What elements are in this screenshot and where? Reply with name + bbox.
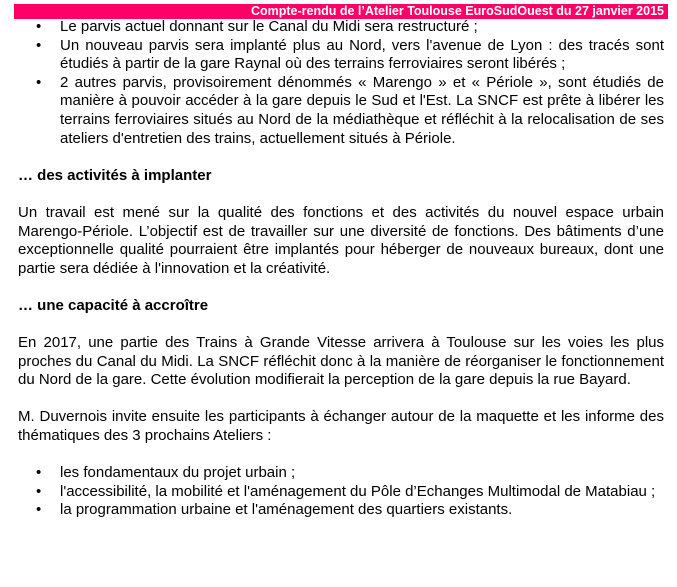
bullet-icon: • [36,18,42,35]
bullet-icon: • [36,464,42,482]
document-header: Compte-rendu de l’Atelier Toulouse EuroSudOuest du 27 janvier 2015 [14,4,668,19]
paragraph: Un travail est mené sur la qualité des fonctions et des activités du nouvel espace urbain Marengo-Périole. L’objectif est de travailler sur une diversité de fonctions. Des bâtiments d’une exceptionnelle qualité pourraient être implantés pour héberger de nouveaux bureaux, dont une partie sera dédiée à l'innovation et la créativité. [18,203,664,277]
parvis-list [18,18,664,148]
bullet-icon: • [36,73,42,91]
list-item: • l'accessibilité, la mobilité et l'aménagement du Pôle d’Echanges Multimodal de Matabiau ; [36,482,656,500]
bullet-icon: • [36,501,42,519]
list-item: • Le parvis actuel donnant sur le Canal du Midi sera restructuré ; [36,18,478,35]
list-item: • Un nouveau parvis sera implanté plus au Nord, vers l'avenue de Lyon : des tracés sont étudiés à partir de la gare Raynal où des terrains ferroviaires seront libérés ; [36,36,664,73]
paragraph: M. Duvernois invite ensuite les participants à échanger autour de la maquette et les informe des thématiques des 3 prochains Ateliers : [18,408,664,445]
document-body [18,18,664,520]
list-item: • les fondamentaux du projet urbain ; [36,464,296,482]
ateliers-list [18,464,664,520]
bullet-icon: • [36,482,42,500]
list-item: • la programmation urbaine et l'aménagement des quartiers existants. [36,501,513,519]
paragraph: En 2017, une partie des Trains à Grande Vitesse arrivera à Toulouse sur les voies les plus proches du Canal du Midi. La SNCF réfléchit donc à la manière de réorganiser le fonctionnement du Nord de la gare. Cette évolution modifierait la perception de la gare depuis la rue Bayard. [18,334,664,389]
bullet-icon: • [36,36,42,54]
section-heading: … des activités à implanter [18,166,212,184]
section-heading: … une capacité à accroître [18,296,209,314]
list-item: • 2 autres parvis, provisoirement dénommés « Marengo » et « Périole », sont étudiés de manière à pouvoir accéder à la gare depuis le Sud et l'Est. La SNCF est prête à libérer les terrains ferroviaires situés au Nord de la médiathèque et réfléchit à la relocalisation de ses ateliers d'entretien des trains, actuellement situés à Périole. [36,73,664,147]
